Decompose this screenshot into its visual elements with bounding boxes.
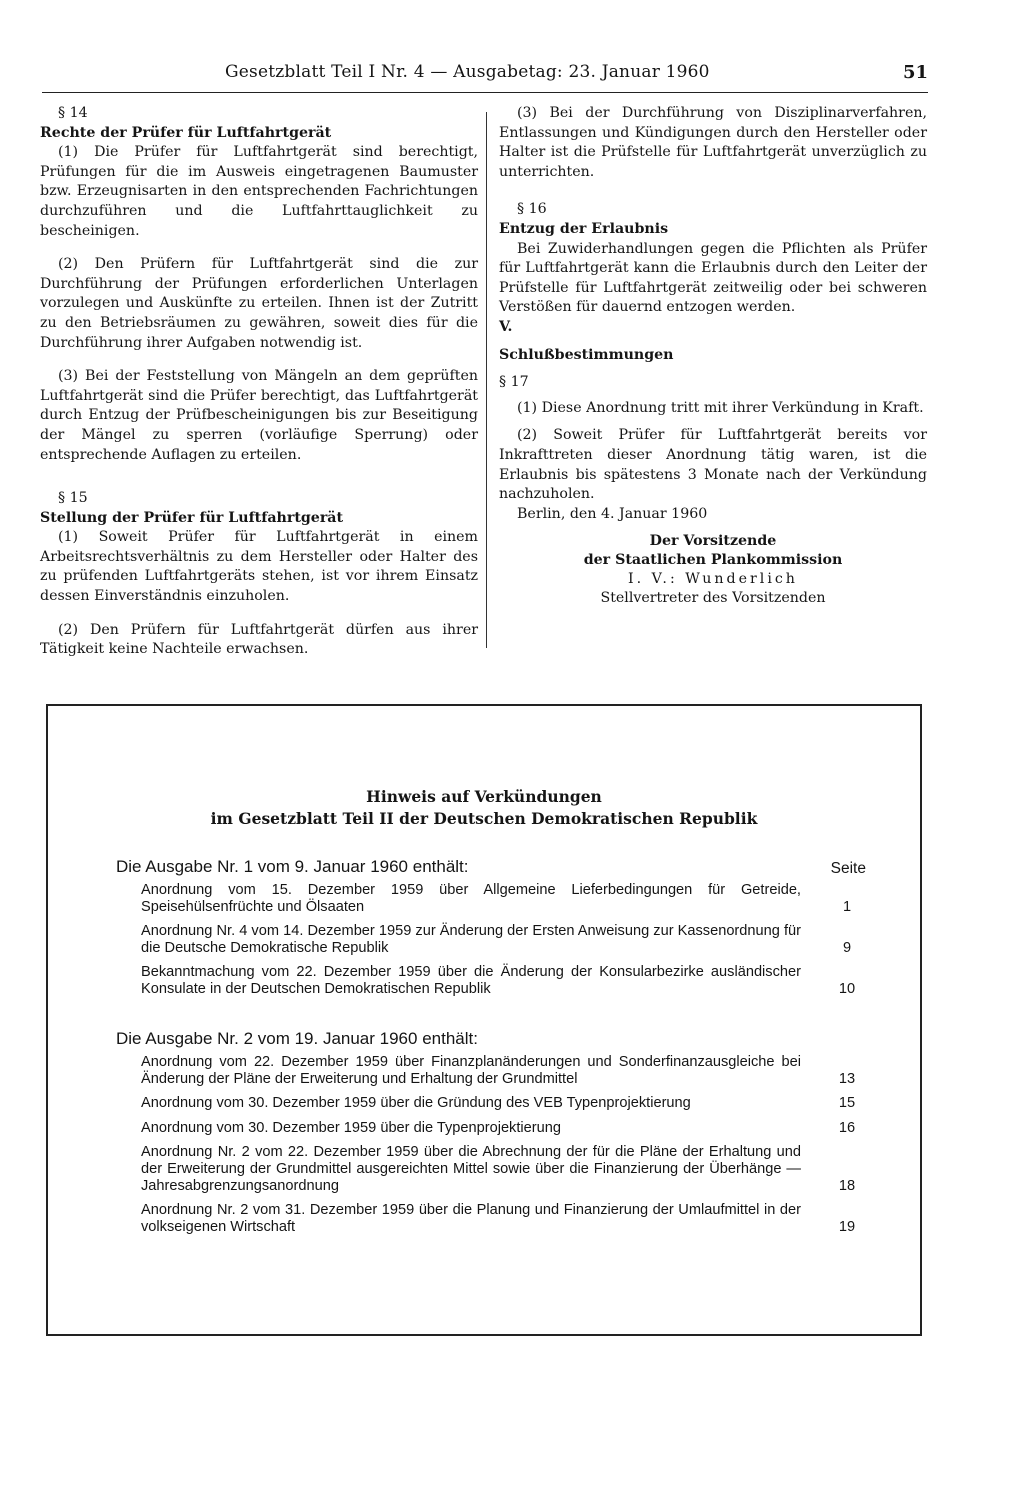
entry-page: 10 [838,980,856,997]
notice-box [46,704,922,1336]
issue-1-heading: Die Ausgabe Nr. 1 vom 9. Januar 1960 enthält: [116,857,469,876]
section-14-sign: § 14 [58,105,88,121]
running-header: Gesetzblatt Teil I Nr. 4 — Ausgabetag: 23. Januar 1960 [225,62,710,82]
issue-2-heading: Die Ausgabe Nr. 2 vom 19. Januar 1960 enthält: [116,1029,478,1048]
list-item [141,882,866,915]
column-divider [486,112,487,648]
signature-line-1: Der Vorsitzende [649,533,777,550]
section-14-para-2: (2) Den Prüfern für Luftfahrtgerät sind die zur Durchführung der Prüfungen erforderlichen Unterlagen vorzulegen und Auskünfte zu erteilen. Ihnen ist der Zutritt zu den Betriebsräumen zu gewähren, soweit dies für die Durchführung ihrer Aufgaben notwendig ist. [40,256,478,351]
notice-title-line-1: Hinweis auf Verkündungen [366,787,602,806]
list-item [141,1202,866,1235]
entry-text: Anordnung vom 30. Dezember 1959 über die Gründung des VEB Typenprojektierung [141,1095,691,1112]
entry-text: Anordnung Nr. 4 vom 14. Dezember 1959 zur Änderung der Ersten Anweisung zur Kassenordnung für die Deutsche Demokratische Republik [141,923,801,956]
page-number: 51 [903,62,929,83]
section-15-para-1: (1) Soweit Prüfer für Luftfahrtgerät in einem Arbeitsrechtsverhältnis zu dem Hersteller oder Halter des zu prüfenden Luftfahrtgeräts stehen, ist vor ihrem Einsatz dessen Einverständnis einzuholen. [40,529,478,605]
entry-page: 13 [838,1070,856,1087]
list-item [141,964,866,997]
section-16-sign: § 16 [517,201,547,218]
entry-text: Bekanntmachung vom 22. Dezember 1959 über die Änderung der Konsularbezirke ausländischer Konsulate in der Deutschen Demokratischen Republik [141,964,801,997]
section-17-para-2: (2) Soweit Prüfer für Luftfahrtgerät bereits vor Inkrafttreten dieser Anordnung tätig waren, ist die Erlaubnis bis spätestens 3 Monate nach der Verkündung nachzuholen. [499,427,927,503]
issue-1 [116,856,866,998]
section-15-para-2: (2) Den Prüfern für Luftfahrtgerät dürfen aus ihrer Tätigkeit keine Nachteile erwachsen. [40,621,478,658]
signature-block [499,532,927,608]
entry-text: Anordnung vom 15. Dezember 1959 über Allgemeine Lieferbedingungen für Getreide, Speisehülsenfrüchte und Ölsaaten [141,882,801,915]
section-15-sign: § 15 [58,490,88,507]
entry-page: 19 [838,1218,856,1235]
header-rule [42,92,928,93]
entry-page: 16 [838,1119,856,1136]
section-15-title: Stellung der Prüfer für Luftfahrtgerät [40,509,344,526]
right-column [499,104,927,608]
issue-2 [116,1028,866,1235]
list-item [141,923,866,956]
signature-line-2: der Staatlichen Plankommission [583,552,843,569]
section-16-title: Entzug der Erlaubnis [499,220,669,237]
entry-page: 9 [842,939,852,956]
signature-line-4: Stellvertreter des Vorsitzenden [600,590,826,607]
list-item [141,1120,866,1137]
part-v-numeral: V. [499,318,513,335]
section-15-para-3: (3) Bei der Durchführung von Disziplinarverfahren, Entlassungen und Kündigungen durch den Hersteller oder Halter ist die Prüfstelle für Luftfahrtgerät unverzüglich zu unterrichten. [499,105,927,180]
section-16-para-1: Bei Zuwiderhandlungen gegen die Pflichten als Prüfer für Luftfahrtgerät kann die Erlaubnis durch den Leiter der Prüfstelle für Luftfahrtgerät zeitweilig oder bei schweren Verstößen für dauernd entzogen werden. [499,240,927,316]
list-item [141,1095,866,1112]
entry-page: 18 [838,1177,856,1194]
section-17-sign: § 17 [499,374,529,391]
signature-line-3: I. V.: Wunderlich [628,571,798,588]
notice-title-line-2: im Gesetzblatt Teil II der Deutschen Demokratischen Republik [210,809,758,828]
entry-page: 15 [838,1095,856,1112]
section-17-para-1: (1) Diese Anordnung tritt mit ihrer Verkündung in Kraft. [517,399,924,416]
left-column [40,104,478,660]
place-date: Berlin, den 4. Januar 1960 [517,505,708,522]
entry-text: Anordnung Nr. 2 vom 22. Dezember 1959 über die Abrechnung der für die Pläne der Erhaltung und der Erweiterung der Grundmittel ausgereichten Mittel sowie über die Finanzierung der Überhänge — Jahresabgrenzungsanordnung [141,1144,801,1194]
seite-label: Seite [830,860,866,877]
list-item [141,1144,866,1194]
section-14-title: Rechte der Prüfer für Luftfahrtgerät [40,124,332,141]
section-14-para-3: (3) Bei der Feststellung von Mängeln an dem geprüften Luftfahrtgerät sind die Prüfer berechtigt, das Luftfahrtgerät durch Entzug der Prüfbescheinigungen bis zur Beseitigung der Mängel zu sperren (vorläufige Sperrung) oder entsprechende Auflagen zu erteilen. [40,368,478,463]
list-item [141,1054,866,1087]
notice-title [48,786,920,830]
part-v-title: Schlußbestimmungen [499,346,674,363]
entry-page: 1 [842,898,852,915]
entry-text: Anordnung vom 30. Dezember 1959 über die Typenprojektierung [141,1119,561,1136]
entry-text: Anordnung vom 22. Dezember 1959 über Finanzplanänderungen und Sonderfinanzausgleiche bei Änderung der Pläne der Erweiterung und Erhaltung der Grundmittel [141,1054,801,1087]
entry-text: Anordnung Nr. 2 vom 31. Dezember 1959 über die Planung und Finanzierung der Umlaufmittel in der volkseigenen Wirtschaft [141,1202,801,1235]
section-14-para-1: (1) Die Prüfer für Luftfahrtgerät sind berechtigt, Prüfungen für die im Ausweis eingetragenen Baumuster bzw. Erzeugnisarten in den entsprechenden Fachrichtungen durchzuführen und die Luftfahrttauglichkeit zu bescheinigen. [40,144,478,239]
